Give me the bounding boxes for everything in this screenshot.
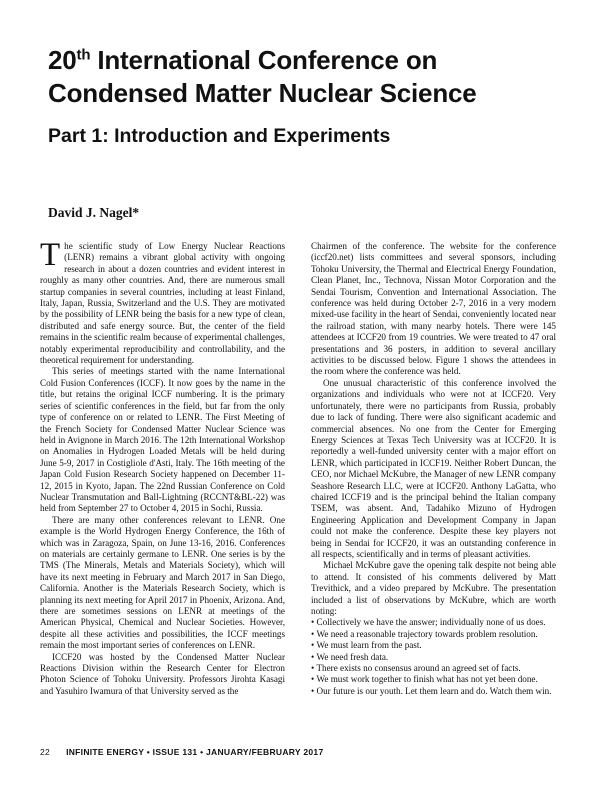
- article-subtitle: Part 1: Introduction and Experiments: [48, 125, 391, 147]
- article-title: [48, 44, 568, 110]
- title-line-2: Condensed Matter Nuclear Science: [48, 78, 477, 108]
- paragraph: Michael McKubre gave the opening talk despite not being able to attend. It consisted of his comments delivered by Matt Trevithick, and a video prepared by McKubre. The presentation included a list of observations by McKubre, which are worth noting:: [311, 560, 556, 616]
- title-superscript: th: [76, 46, 91, 64]
- list-item: • There exists no consensus around an agreed set of facts.: [311, 663, 556, 674]
- page-footer: [40, 747, 324, 757]
- left-column: [40, 237, 285, 697]
- paragraph: [40, 237, 285, 366]
- paragraph: There are many other conferences relevant to LENR. One example is the World Hydrogen Energy Conference, the 16th of which was in Zaragoza, Spain, on June 13-16, 2016. Conferences on materials are certainly germane to LENR. One series is by the TMS (The Minerals, Metals and Materials Society), which will have its next meeting in February and March 2017 in San Diego, California. Another is the Materials Research Society, which is planning its next meeting for April 2017 in Phoenix, Arizona. And, there are sometimes sessions on LENR at meetings of the American Physical, Chemical and Nuclear Societies. However, despite all these activities and possibilities, the ICCF meetings remain the most important series of conferences on LENR.: [40, 514, 285, 651]
- list-item: • We need a reasonable trajectory towards problem resolution.: [311, 629, 556, 640]
- paragraph: Chairmen of the conference. The website for the conference (iccf20.net) lists committees and several sponsors, including Tohoku University, the Thermal and Electrical Energy Foundation, Clean Planet, Inc., Technova, Nissan Motor Corporation and the Sendai Tourism, Convention and International Association. The conference was held during October 2-7, 2016 in a very modern mixed-use facility in the heart of Sendai, conveniently located near the railroad station, with many nearby hotels. There were 145 attendees at ICCF20 from 19 countries. We were treated to 47 oral presentations and 36 posters, in addition to several ancillary activities to be discussed below. Figure 1 shows the attendees in the room where the conference was held.: [311, 241, 556, 377]
- list-item: • We need fresh data.: [311, 652, 556, 663]
- list-item: • Collectively we have the answer; individually none of us does.: [311, 617, 556, 628]
- paragraph-text: he scientific study of Low Energy Nuclear Reactions (LENR) remains a vibrant global activity with ongoing research in about a dozen countries and evident interest in roughly as many other countries. And, there are numerous small startup companies in several countries, including at least Finland, Italy, Japan, Russia, Switzerland and the U.S. They are motivated by the possibility of LENR being the basis for a new type of clean, distributed and safe energy source. But, the center of the field remains in the scientific realm because of experimental challenges, notably experimental reproducibility and controllability, and the theoretical requirement for understanding.: [40, 241, 285, 366]
- title-number: 20: [48, 45, 77, 75]
- paragraph: This series of meetings started with the name International Cold Fusion Conferences (ICCF). It now goes by the name in the title, but retains the original ICCF numbering. It is the primary series of scientific conferences in the field, but far from the only type of conference on or related to LENR. The First Meeting of the French Society for Condensed Matter Nuclear Science was held in Avignone in March 2016. The 12th International Workshop on Anomalies in Hydrogen Loaded Metals will be held during June 5-9, 2017 in Costigliole d'Asti, Italy. The 16th meeting of the Japan Cold Fusion Research Society happened on December 11-12, 2015 in Kyoto, Japan. The 22nd Russian Conference on Cold Nuclear Transmutation and Ball-Lightning (RCCNT&BL-22) was held from September 27 to October 4, 2015 in Sochi, Russia.: [40, 366, 285, 514]
- title-line-1: International Conference on: [97, 45, 438, 75]
- right-column: [311, 241, 556, 697]
- list-item: • Our future is our youth. Let them learn and do. Watch them win.: [311, 686, 556, 697]
- list-item: • We must learn from the past.: [311, 640, 556, 651]
- publication-info: INFINITE ENERGY • ISSUE 131 • JANUARY/FEBRUARY 2017: [66, 747, 324, 757]
- page-number: 22: [40, 747, 51, 757]
- observation-list: [311, 617, 556, 697]
- author-byline: David J. Nagel*: [48, 205, 140, 220]
- paragraph: ICCF20 was hosted by the Condensed Matter Nuclear Reactions Division within the Research Center for Electron Photon Science of Tohoku University. Professors Jirohta Kasagi and Yasuhiro Iwamura of that University served as the: [40, 651, 285, 696]
- paragraph: One unusual characteristic of this conference involved the organizations and individuals who were not at ICCF20. Very unfortunately, there were no participants from Russia, probably due to lack of funding. There were also significant academic and commercial absences. No one from the Center for Emerging Energy Sciences at Texas Tech University was at ICCF20. It is reportedly a well-funded university center with a major effort on LENR, which participated in ICCF19. Neither Robert Duncan, the CEO, nor Michael McKubre, the Manager of new LENR company Seashore Research LLC, were at ICCF20. Anthony LaGatta, who chaired ICCF19 and is the principal behind the Italian company TSEM, was absent. And, Tadahiko Mizuno of Hydrogen Engineering Application and Development Company in Japan could not make the conference. Despite these key players not being in Sendai for ICCF20, it was an outstanding conference in all respects, scientifically and in terms of pleasant activities.: [311, 377, 556, 559]
- list-item: • We must work together to finish what has not yet been done.: [311, 674, 556, 685]
- drop-cap: T: [40, 237, 61, 273]
